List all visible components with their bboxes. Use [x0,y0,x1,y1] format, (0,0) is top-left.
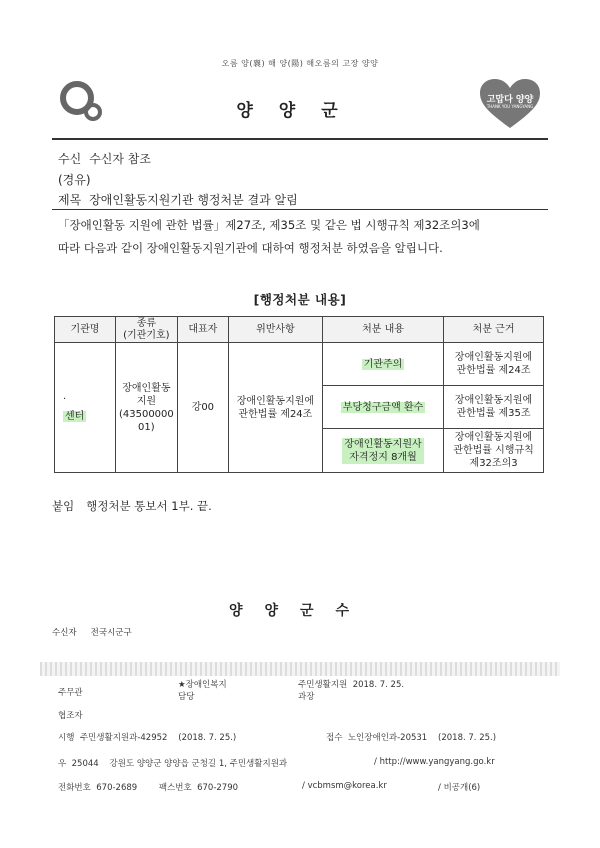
action-text: 장애인활동지원사 자격정지 8개월 [344,438,422,463]
footer-band [40,662,560,676]
basis-cell: 장애인활동지원에 관한법률 시행규칙 제32조의3 [444,429,544,473]
recipients-value: 전국시군구 [90,628,132,638]
action-cell [322,386,443,429]
address-line [58,757,287,769]
action-cell [322,429,443,473]
col-header: 위반사항 [228,317,322,343]
recipient-label: 수신 [58,152,82,166]
basis-cell: 장애인활동지원에 관한법률 제24조 [444,343,544,386]
cooperator-label: 협조자 [58,711,83,721]
recipient-line [58,150,151,167]
col-header: 기관명 [55,317,116,343]
receipt-label: 접수 [326,733,343,743]
enforce-no: 주민생활지원과-42952 [79,733,168,743]
section-title: [행정처분 내용] [253,292,347,307]
recipients-line [52,626,146,638]
phone-number: 670-2689 [96,783,138,793]
recipients-label: 수신자 [52,628,77,638]
badge-text: 고맙다 양양 [486,95,534,105]
enforce-label: 시행 [58,733,75,743]
zip-code: 25044 [71,759,99,769]
action-cell [322,343,443,386]
homepage-link[interactable]: / http://www.yangyang.go.kr [374,757,495,767]
agency-name: 센터 [65,410,85,422]
enforce-line [58,731,236,743]
table-header-row [55,317,544,343]
col-header: 처분 근거 [444,317,544,343]
agency-cell [55,343,116,473]
type-code-cell: 장애인활동 지원 (43500000 01) [115,343,177,473]
drafter-role: 담당 [178,692,195,702]
approver-role: 과장 [298,692,315,702]
receipt-no: 노인장애인과-20531 [347,733,428,743]
subject-rule [52,209,548,210]
address-text: 강원도 양양군 양양읍 군청길 1, 주민생활지원과 [109,759,288,769]
fax-number: 670-2790 [197,783,239,793]
attachment-line [52,498,212,514]
action-text: 기관주의 [363,358,403,370]
approver-dept [298,678,404,690]
disposition-table [54,316,544,473]
org-title: 양양군 [236,101,364,121]
yangyang-logo-icon [58,78,104,124]
contact-line [58,781,238,793]
via-line: (경유) [58,173,91,187]
badge-subtext: THANK YOU YANGYANG [486,104,534,109]
basis-cell: 장애인활동지원에 관한법률 제35조 [444,386,544,429]
subject-line [58,191,298,208]
representative-cell: 강00 [177,343,228,473]
col-header: 대표자 [177,317,228,343]
approver-dept-text: 주민생활지원 [298,680,348,690]
subject-value: 장애인활동지원기관 행정처분 결과 알림 [89,193,298,207]
email-link[interactable]: / vcbmsm@korea.kr [302,781,387,791]
approver-date: 2018. 7. 25. [352,680,405,690]
attachment-text: 행정처분 통보서 1부. 끝. [86,499,212,513]
phone-label: 전화번호 [58,783,91,793]
agency-mark: · [63,393,67,405]
action-text: 부당청구금액 환수 [342,401,424,413]
receipt-date: (2018. 7. 25.) [438,733,497,743]
fax-label: 팩스번호 [158,783,192,793]
signatory: 양양군수 [228,603,372,619]
col-header: 종류 (기관기호) [115,317,177,343]
zip-label: 우 [58,759,67,769]
body-line-1: 「장애인활동 지원에 관한 법률」제27조, 제35조 및 같은 법 시행규칙 제32조의3에 [58,218,480,232]
table-row [55,343,544,386]
disclosure-status: / 비공개(6) [438,783,481,793]
body-paragraph [58,214,528,260]
receipt-line [326,731,496,743]
body-line-2: 따라 다음과 같이 장애인활동지원기관에 대하여 행정처분 하였음을 알립니다. [58,241,443,255]
header-rule [52,138,548,140]
motto: 오름 양(襄) 해 양(陽) 해오름의 고장 양양 [221,59,379,68]
subject-label: 제목 [58,193,82,207]
recipient-value: 수신자 참조 [89,152,151,166]
violation-cell: 장애인활동지원에 관한법률 제24조 [228,343,322,473]
drafter-title: ★장애인복지 [178,680,227,690]
attachment-label: 붙임 [52,499,75,513]
drafter-label: 주무관 [58,688,83,698]
col-header: 처분 내용 [322,317,443,343]
enforce-date: (2018. 7. 25.) [178,733,237,743]
